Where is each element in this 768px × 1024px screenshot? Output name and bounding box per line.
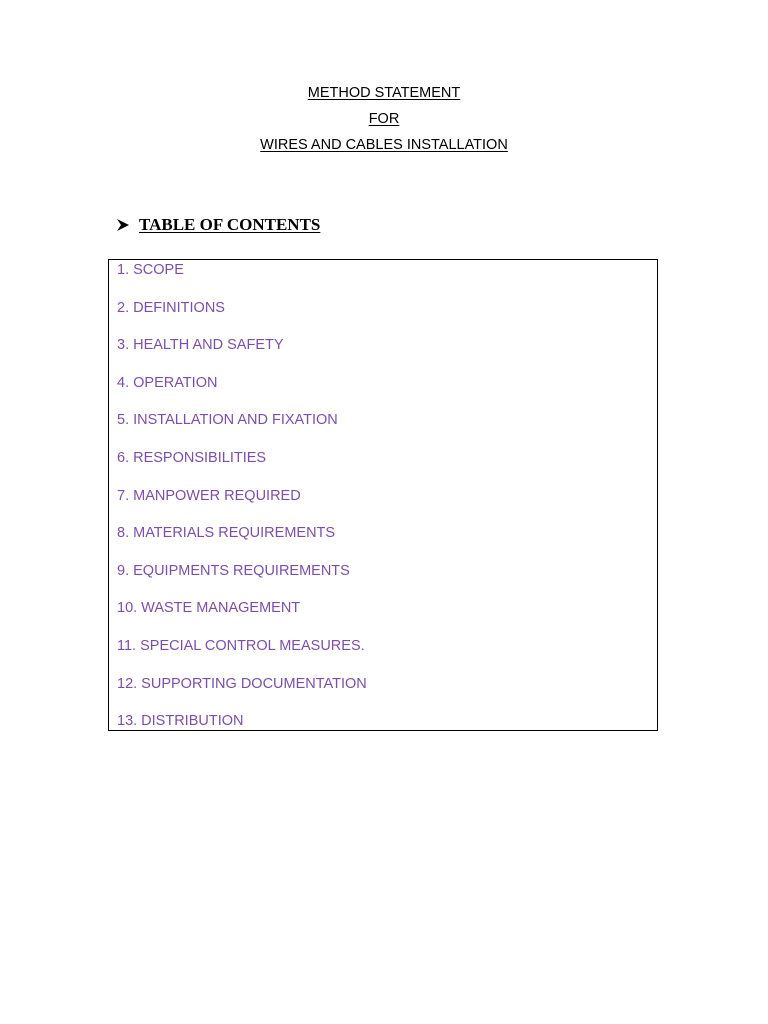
toc-heading xyxy=(116,212,320,238)
title-line-3 xyxy=(0,136,768,162)
title-for: FOR xyxy=(368,111,400,127)
title-subject: WIRES AND CABLES INSTALLATION xyxy=(260,137,508,153)
toc-item: 11. SPECIAL CONTROL MEASURES. xyxy=(117,637,365,654)
toc-item: 12. SUPPORTING DOCUMENTATION xyxy=(117,675,367,692)
toc-box xyxy=(108,259,658,731)
toc-item: 5. INSTALLATION AND FIXATION xyxy=(117,412,338,429)
toc-item: 6. RESPONSIBILITIES xyxy=(117,449,267,466)
toc-item: 1. SCOPE xyxy=(117,262,184,278)
title-line-2 xyxy=(0,110,768,136)
toc-list xyxy=(117,260,657,749)
toc-item: 10. WASTE MANAGEMENT xyxy=(117,600,301,617)
document-title xyxy=(0,84,768,162)
title-line-1 xyxy=(0,84,768,110)
toc-item: 9. EQUIPMENTS REQUIREMENTS xyxy=(117,562,350,579)
toc-item: 3. HEALTH AND SAFETY xyxy=(117,337,284,354)
toc-heading-text: TABLE OF CONTENTS xyxy=(139,215,321,234)
toc-item: 13. DISTRIBUTION xyxy=(117,713,244,730)
toc-item: 8. MATERIALS REQUIREMENTS xyxy=(117,525,336,542)
toc-item: 2. DEFINITIONS xyxy=(117,299,225,316)
toc-item: 7. MANPOWER REQUIRED xyxy=(117,487,301,504)
title-method-statement: METHOD STATEMENT xyxy=(307,85,461,101)
arrow-bullet-icon xyxy=(116,218,130,232)
toc-item: 4. OPERATION xyxy=(117,374,218,391)
